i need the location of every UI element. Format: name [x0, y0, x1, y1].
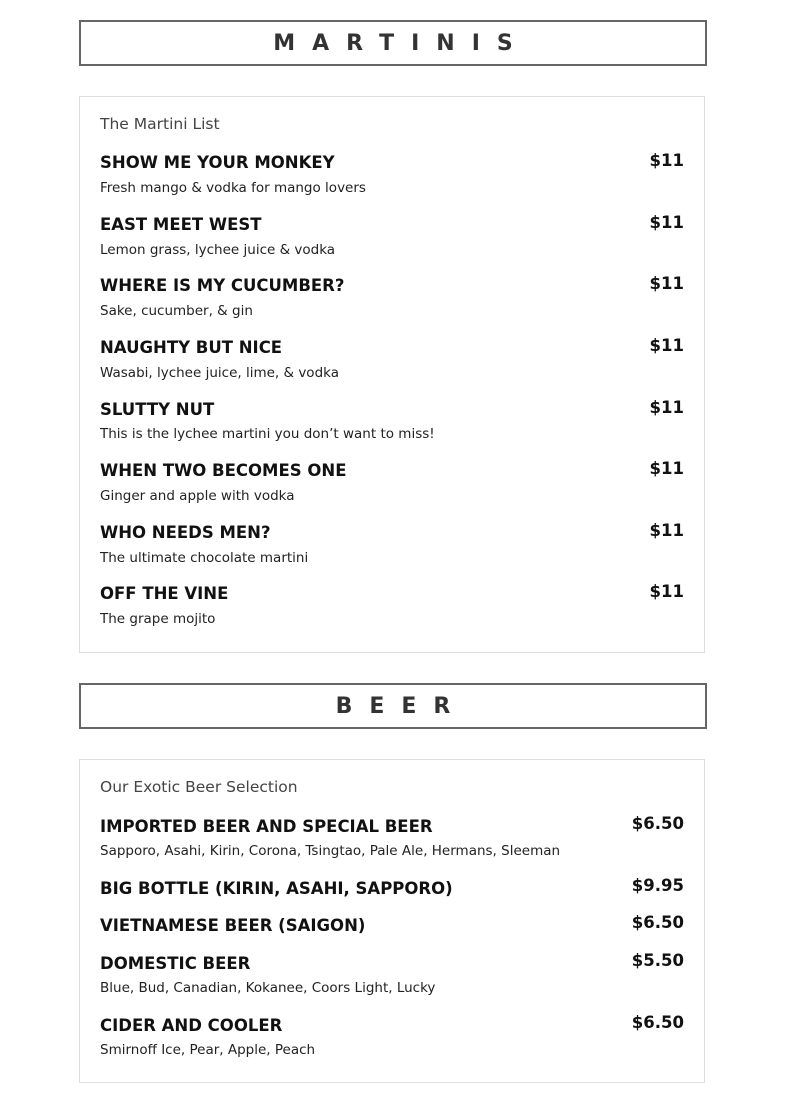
beer-item-price: $6.50	[631, 1013, 684, 1032]
martini-item-desc: Fresh mango & vodka for mango lovers	[100, 180, 366, 196]
beer-subtitle: Our Exotic Beer Selection	[100, 778, 298, 796]
martini-item-desc: This is the lychee martini you don’t want to miss!	[100, 426, 435, 442]
martini-item-name: SLUTTY NUT	[100, 400, 215, 419]
martini-item-price: $11	[649, 398, 684, 417]
martini-item-desc: The ultimate chocolate martini	[100, 550, 309, 566]
martini-item-desc: Lemon grass, lychee juice & vodka	[100, 242, 336, 258]
martini-item-price: $11	[649, 274, 684, 293]
beer-item-desc: Blue, Bud, Canadian, Kokanee, Coors Light, Lucky	[100, 980, 436, 996]
beer-section-header	[79, 683, 707, 729]
martini-item-desc: The grape mojito	[100, 611, 216, 627]
beer-item-name: IMPORTED BEER AND SPECIAL BEER	[100, 817, 433, 836]
martini-item-name: OFF THE VINE	[100, 584, 229, 603]
beer-header-title: BEER	[335, 693, 468, 719]
martini-item-desc: Ginger and apple with vodka	[100, 488, 295, 504]
martinis-section-header	[79, 20, 707, 66]
martini-item-price: $11	[649, 213, 684, 232]
beer-item-name: DOMESTIC BEER	[100, 954, 251, 973]
beer-item-name: CIDER AND COOLER	[100, 1016, 283, 1035]
martini-item-name: WHERE IS MY CUCUMBER?	[100, 276, 345, 295]
martini-item-price: $11	[649, 151, 684, 170]
beer-item-price: $5.50	[631, 951, 684, 970]
martini-item-price: $11	[649, 582, 684, 601]
beer-item-price: $6.50	[631, 913, 684, 932]
martinis-subtitle: The Martini List	[100, 115, 220, 133]
beer-item-desc: Smirnoff Ice, Pear, Apple, Peach	[100, 1042, 316, 1058]
martini-item-name: WHEN TWO BECOMES ONE	[100, 461, 347, 480]
beer-item-name: VIETNAMESE BEER (SAIGON)	[100, 916, 366, 935]
beer-item-price: $9.95	[631, 876, 684, 895]
martinis-panel	[79, 96, 705, 653]
martini-item-desc: Sake, cucumber, & gin	[100, 303, 253, 319]
beer-item-price: $6.50	[631, 814, 684, 833]
beer-item-name: BIG BOTTLE (KIRIN, ASAHI, SAPPORO)	[100, 879, 453, 898]
martini-item-name: SHOW ME YOUR MONKEY	[100, 153, 335, 172]
martini-item-desc: Wasabi, lychee juice, lime, & vodka	[100, 365, 339, 381]
martini-item-price: $11	[649, 521, 684, 540]
beer-item-desc: Sapporo, Asahi, Kirin, Corona, Tsingtao, Pale Ale, Hermans, Sleeman	[100, 843, 561, 859]
martini-item-price: $11	[649, 459, 684, 478]
martini-item-name: EAST MEET WEST	[100, 215, 262, 234]
martini-item-name: NAUGHTY BUT NICE	[100, 338, 283, 357]
beer-panel	[79, 759, 705, 1083]
martini-item-name: WHO NEEDS MEN?	[100, 523, 271, 542]
martini-item-price: $11	[649, 336, 684, 355]
martinis-header-title: MARTINIS	[273, 30, 530, 56]
